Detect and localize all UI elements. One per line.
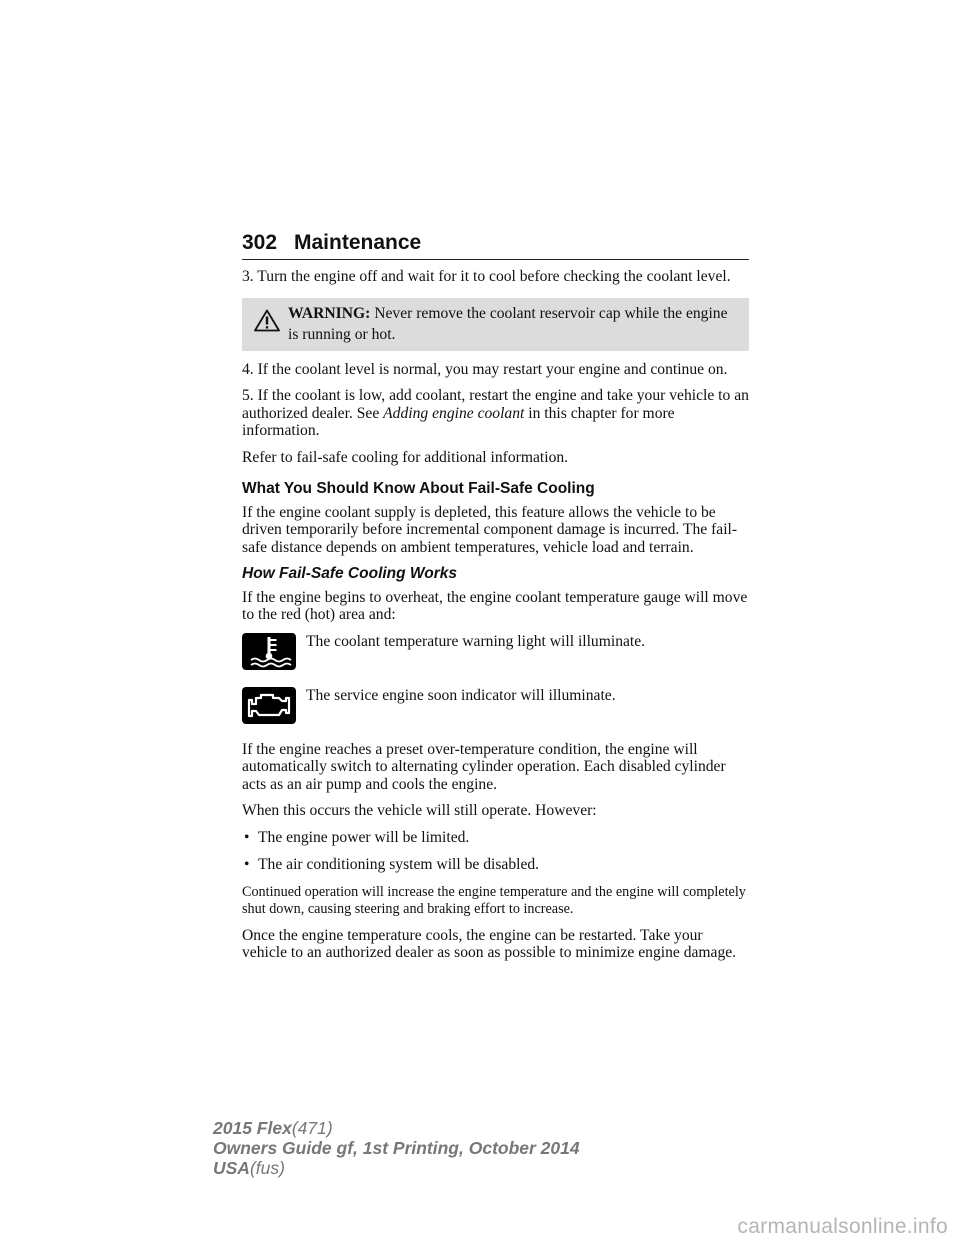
step-5 (242, 387, 749, 440)
list-item: • The engine power will be limited. (244, 828, 470, 846)
warning-label: WARNING: (288, 304, 371, 322)
restart-text: Once the engine temperature cools, the engine can be restarted. Take your vehicle to an authorized dealer as soon as possible to minimize engine damage. (242, 926, 737, 961)
fail-safe-intro: If the engine coolant supply is depleted, this feature allows the vehicle to be driven temporarily before incremental component damage is incurred. The fail-safe distance depends on ambient temperatures, vehicle load and terrain. (242, 503, 738, 556)
section-heading: What You Should Know About Fail-Safe Cooling (242, 480, 595, 497)
continued-operation-text: Continued operation will increase the engine temperature and the engine will completely shut down, causing steering and braking effort to increase. (242, 883, 746, 917)
over-temperature-text: If the engine reaches a preset over-temperature condition, the engine will automatically switch to alternating cylinder operation. Each disabled cylinder acts as an air pump and cools the engine. (242, 740, 726, 793)
coolant-temperature-icon (242, 633, 296, 670)
footer-line: Owners Guide gf, 1st Printing, October 2014 (213, 1138, 580, 1158)
footer-line: USA(fus) (213, 1158, 285, 1178)
step-4: 4. If the coolant level is normal, you may restart your engine and continue on. (242, 360, 728, 378)
however-text: When this occurs the vehicle will still operate. However: (242, 802, 597, 819)
subsection-heading: How Fail-Safe Cooling Works (242, 565, 458, 582)
step-5-text: 5. If the coolant is low, add coolant, restart the engine and take your vehicle to an authorized dealer. See (242, 387, 749, 422)
indicator-row (242, 633, 749, 677)
refer-text: Refer to fail-safe cooling for additional information. (242, 448, 569, 466)
page-header (242, 228, 749, 260)
warning-triangle-icon (254, 309, 280, 332)
list-item: • The air conditioning system will be disabled. (244, 856, 540, 873)
step-5-text-end: in this chapter for more information. (242, 404, 675, 439)
indicator-row (242, 687, 749, 731)
page-content (242, 268, 749, 971)
footer-line: 2015 Flex(471) (213, 1118, 333, 1138)
warning-box (242, 298, 749, 351)
watermark: carmanualsonline.info (737, 1215, 948, 1238)
page-number: 302 (242, 231, 278, 254)
bullet-list (242, 829, 749, 874)
page-title: Maintenance (294, 231, 422, 254)
check-engine-icon (242, 687, 296, 724)
coolant-light-text: The coolant temperature warning light will illuminate. (306, 632, 646, 650)
overheat-text: If the engine begins to overheat, the engine coolant temperature gauge will move to the red (hot) area and: (242, 588, 748, 623)
cross-reference-link: Adding engine coolant (383, 404, 525, 422)
page-footer (213, 1118, 580, 1178)
engine-light-text: The service engine soon indicator will illuminate. (306, 686, 616, 704)
warning-text: Never remove the coolant reservoir cap while the engine is running or hot. (288, 304, 728, 343)
step-3: 3. Turn the engine off and wait for it to cool before checking the coolant level. (242, 268, 731, 285)
